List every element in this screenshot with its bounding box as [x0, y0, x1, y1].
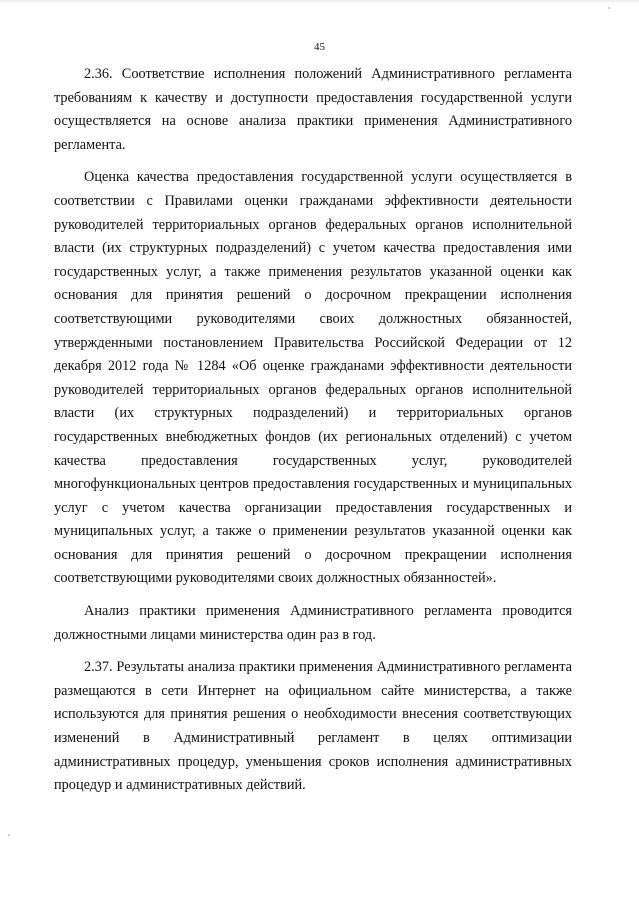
- scan-top-edge: [0, 0, 639, 3]
- paragraph-quality-assessment: Оценка качества предоставления государственной услуги осуществляется в соответствии с Правилами оценки гражданами эффективности деятельности руководителей территориальных органов федеральных органов исполнительной власти (их структурных подразделений) с учетом качества предоставления ими государственных услуг, а также применения результатов указанной оценки как основания для принятия решений о досрочном прекращении исполнения соответствующими руководителями своих должностных обязанностей, утвержденными постановлением Правительства Российской Федерации от 12 декабря 2012 года № 1284 «Об оценке гражданами эффективности деятельности руководителей территориальных органов федеральных органов исполнительной власти (их структурных подразделений) и территориальных органов государственных внебюджетных фондов (их региональных отделений) с учетом качества предоставления государственных услуг, руководителей многофункциональных центров предоставления государственных и муниципальных услуг с учетом качества организации предоставления государственных и муниципальных услуг, а также о применении результатов указанной оценки как основания для принятия решений о досрочном прекращении исполнения соответствующими руководителями своих должностных обязанностей».: [54, 169, 572, 587]
- paragraph-2-37: 2.37. Результаты анализа практики применения Административного регламента размещаются в сети Интернет на официальном сайте министерства, а также используются для принятия решения о необходимости внесения соответствующих изменений в Административный регламент в целях оптимизации административных процедур, уменьшения сроков исполнения административных процедур и административных действий.: [54, 659, 572, 794]
- document-body: [54, 63, 572, 798]
- paragraph-annual-analysis: Анализ практики применения Административного регламента проводится должностными лицами министерства один раз в год.: [54, 603, 572, 643]
- page-number: 45: [314, 41, 325, 53]
- scan-artifact-dot: [608, 7, 610, 9]
- scan-artifact-dot: [8, 834, 10, 836]
- paragraph-2-36: 2.36. Соответствие исполнения положений Административного регламента требованиям к качеству и доступности предоставления государственной услуги осуществляется на основе анализа практики применения Административного регламента.: [54, 66, 572, 153]
